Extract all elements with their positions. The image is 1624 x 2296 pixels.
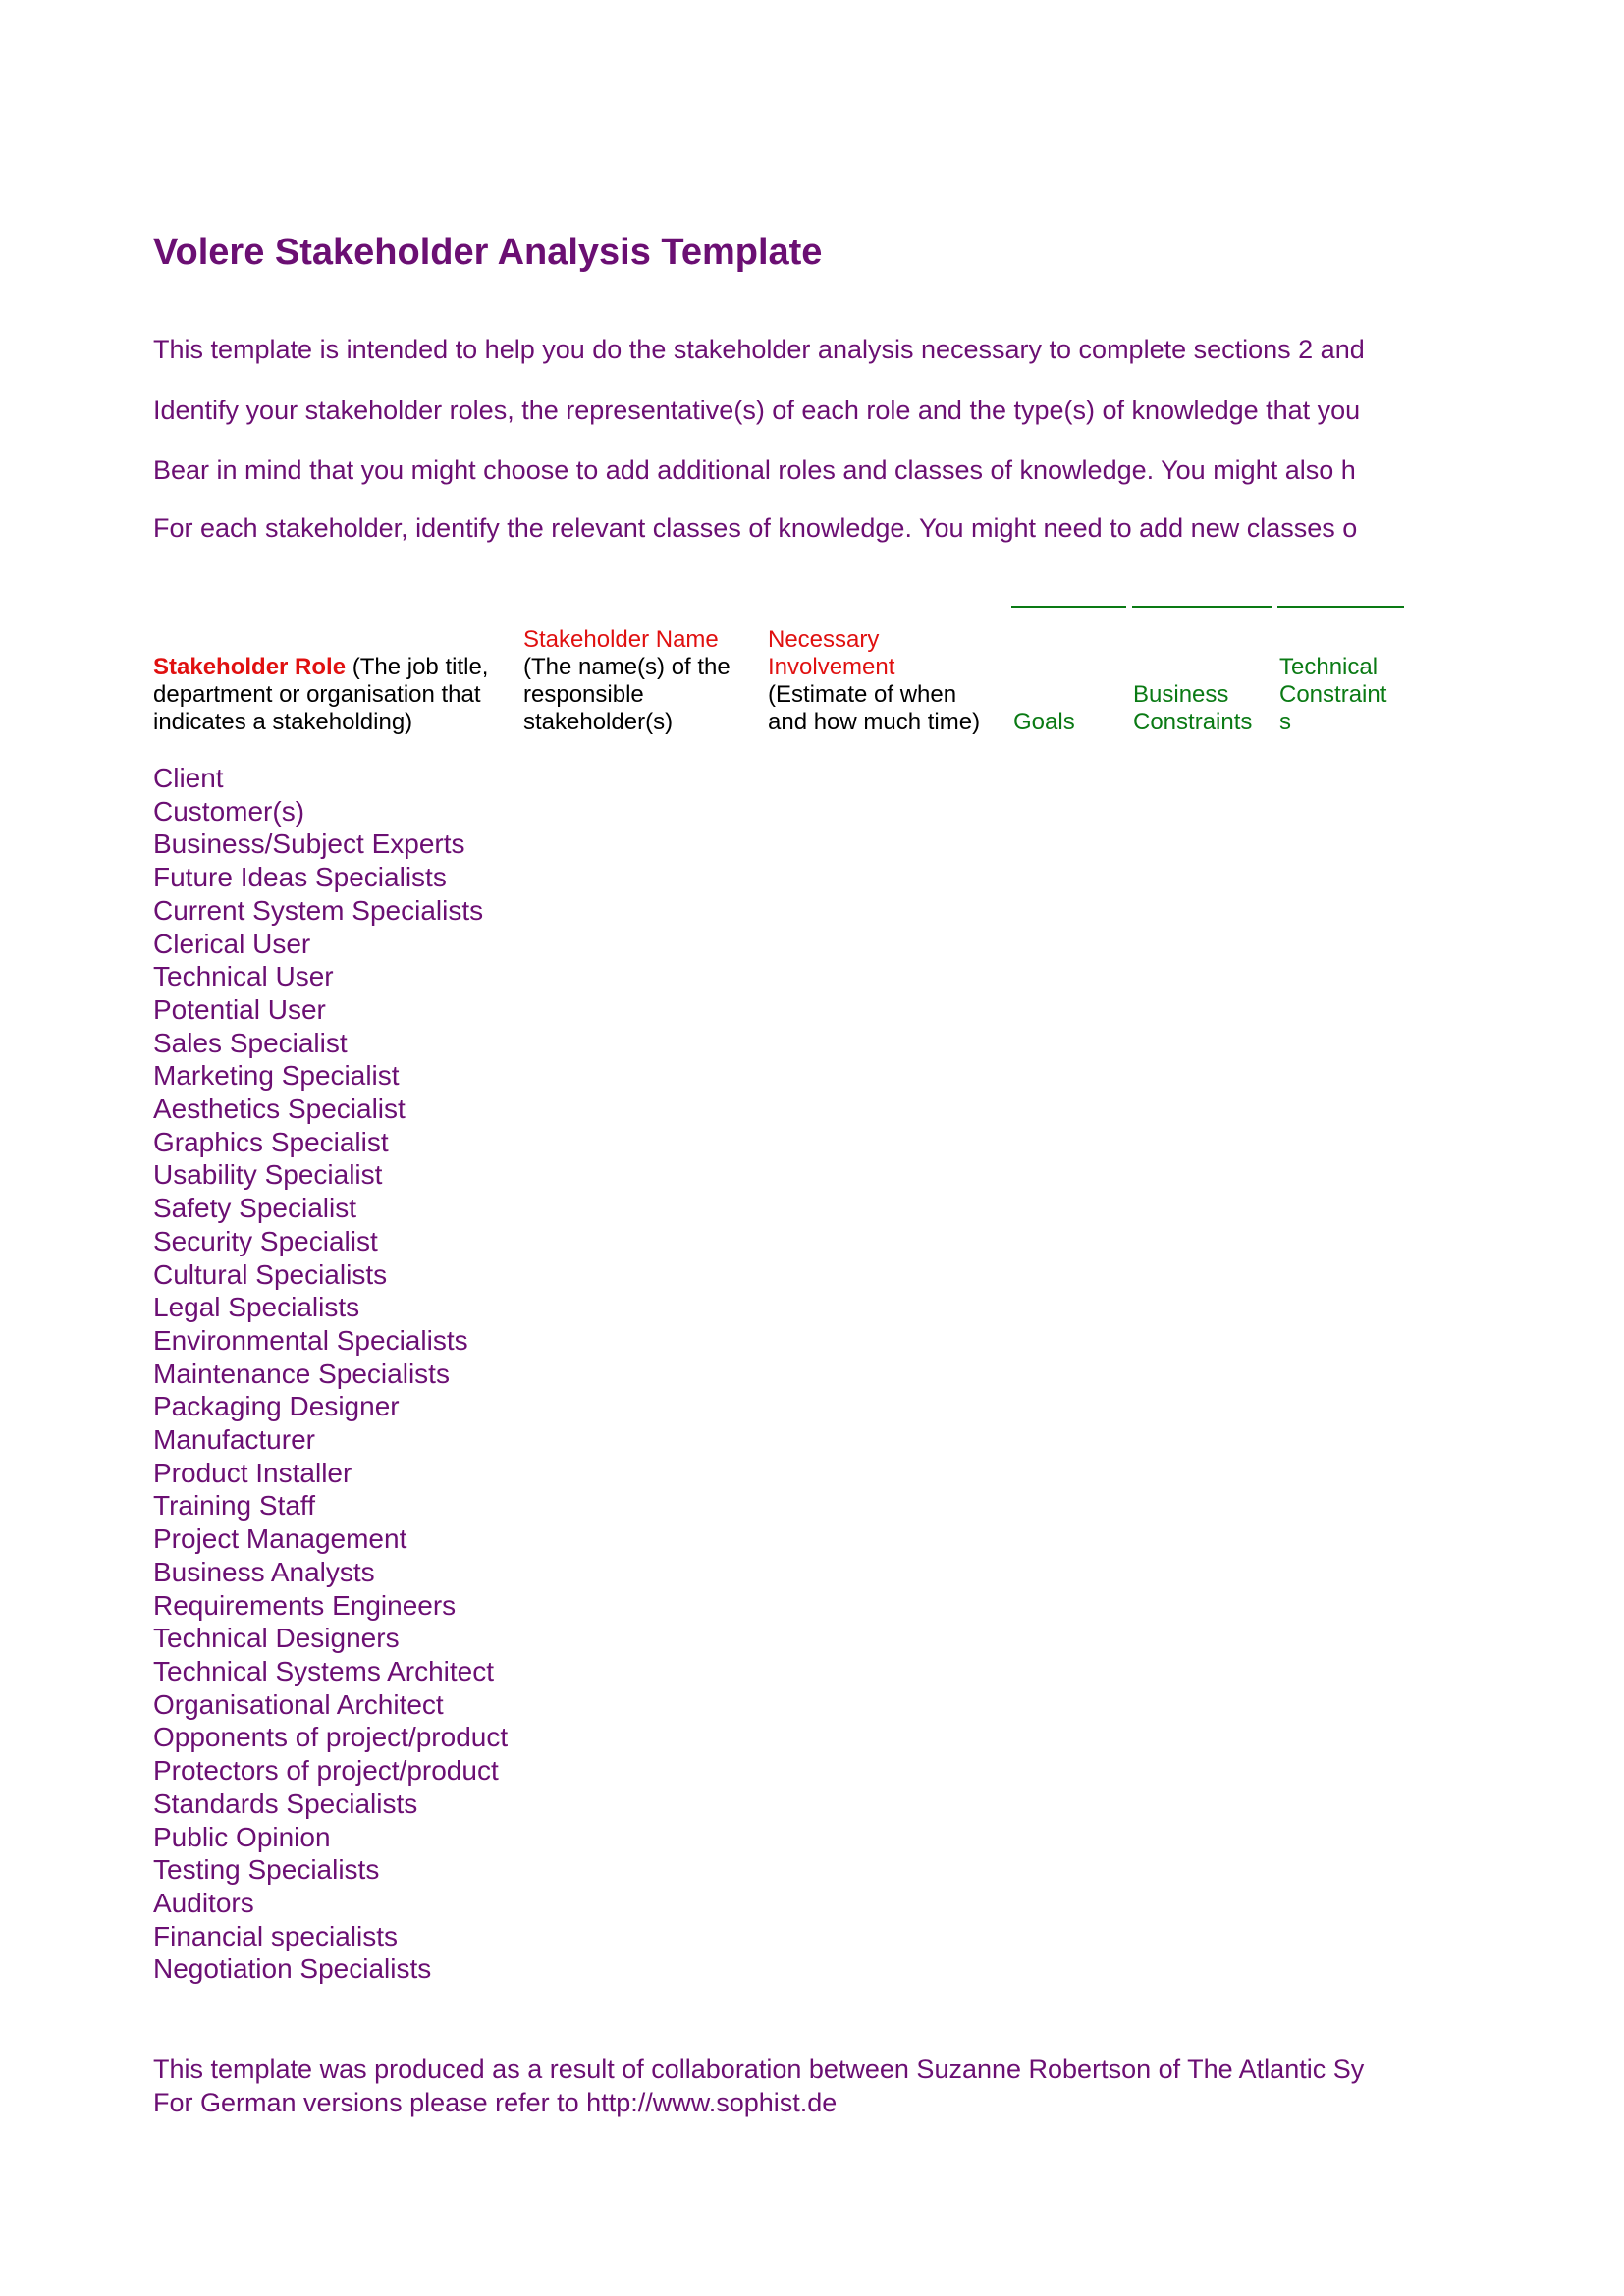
column-header-goals [1013, 709, 1075, 736]
column-header-necessary-involvement [768, 626, 980, 736]
column-header-stakeholder-role [153, 654, 488, 736]
stakeholder-role-item: Current System Specialists [153, 894, 484, 926]
name-header-label: Stakeholder Name [523, 626, 719, 653]
stakeholder-role-item: Potential User [153, 993, 326, 1025]
stakeholder-role-item: Security Specialist [153, 1225, 378, 1256]
column-header-stakeholder-name [523, 626, 731, 736]
name-header-desc-1: (The name(s) of the [523, 654, 731, 680]
stakeholder-role-item: Opponents of project/product [153, 1722, 509, 1753]
stakeholder-role-item: Training Staff [153, 1490, 315, 1522]
stakeholder-role-item: Organisational Architect [153, 1688, 444, 1720]
stakeholder-role-item: Business/Subject Experts [153, 828, 465, 860]
stakeholder-role-item: Technical User [153, 961, 334, 992]
stakeholder-role-item: Sales Specialist [153, 1027, 348, 1058]
page-title: Volere Stakeholder Analysis Template [153, 232, 823, 273]
stakeholder-role-item: Standards Specialists [153, 1788, 418, 1819]
stakeholder-role-item: Aesthetics Specialist [153, 1094, 406, 1125]
stakeholder-role-item: Legal Specialists [153, 1292, 360, 1323]
stakeholder-role-item: Client [153, 763, 224, 793]
role-header-desc-1: (The job title, [346, 654, 489, 680]
stakeholder-role-item: Product Installer [153, 1457, 352, 1488]
role-header-desc-2: department or organisation that [153, 681, 481, 708]
business-constraints-header-label-1: Business [1133, 681, 1229, 708]
name-header-desc-2: responsible [523, 681, 644, 708]
involvement-header-desc-1: (Estimate of when [768, 681, 957, 708]
stakeholder-role-item: Testing Specialists [153, 1854, 380, 1886]
stakeholder-role-item: Technical Designers [153, 1623, 400, 1654]
footer-german-versions-note: For German versions please refer to http://www.sophist.de [153, 2088, 838, 2117]
stakeholder-role-item: Packaging Designer [153, 1391, 400, 1422]
technical-constraints-header-label-2: Constraint [1279, 681, 1387, 708]
stakeholder-role-item: Project Management [153, 1523, 407, 1555]
involvement-header-label-1: Necessary [768, 626, 880, 653]
stakeholder-role-item: Environmental Specialists [153, 1324, 468, 1356]
technical-constraints-header-underline [1277, 606, 1404, 608]
goals-header-underline [1011, 606, 1126, 608]
stakeholder-role-item: Financial specialists [153, 1920, 398, 1951]
stakeholder-role-item: Business Analysts [153, 1556, 375, 1587]
stakeholder-role-item: Safety Specialist [153, 1193, 356, 1224]
stakeholder-role-item: Usability Specialist [153, 1159, 383, 1191]
intro-paragraph-4: For each stakeholder, identify the relevant classes of knowledge. You might need to add new classes o [153, 513, 1358, 543]
intro-paragraph-2: Identify your stakeholder roles, the representative(s) of each role and the type(s) of knowledge that you [153, 396, 1361, 425]
role-header-label: Stakeholder Role [153, 654, 347, 680]
name-header-desc-3: stakeholder(s) [523, 709, 674, 735]
intro-paragraph-3: Bear in mind that you might choose to add additional roles and classes of knowledge. You might also h [153, 455, 1356, 485]
business-constraints-header-label-2: Constraints [1133, 709, 1253, 735]
technical-constraints-header-label-1: Technical [1279, 654, 1379, 680]
stakeholder-role-item: Marketing Specialist [153, 1060, 400, 1092]
stakeholder-role-item: Customer(s) [153, 795, 305, 827]
role-header-desc-3: indicates a stakeholding) [153, 709, 413, 735]
stakeholder-role-item: Graphics Specialist [153, 1126, 389, 1157]
stakeholder-role-item: Maintenance Specialists [153, 1358, 450, 1389]
involvement-header-label-2: Involvement [768, 654, 895, 680]
stakeholder-role-item: Clerical User [153, 928, 311, 959]
stakeholder-role-item: Cultural Specialists [153, 1258, 388, 1290]
stakeholder-role-item: Protectors of project/product [153, 1755, 499, 1787]
stakeholder-role-list [153, 762, 508, 1986]
stakeholder-role-item: Negotiation Specialists [153, 1953, 432, 1985]
technical-constraints-header-label-3: s [1279, 709, 1291, 735]
footer-collaboration-note: This template was produced as a result of collaboration between Suzanne Robertson of The Atlantic Sy [153, 2055, 1365, 2084]
column-header-business-constraints [1133, 681, 1252, 736]
goals-header-label: Goals [1013, 709, 1075, 735]
business-constraints-header-underline [1132, 606, 1272, 608]
stakeholder-role-item: Manufacturer [153, 1424, 315, 1456]
stakeholder-role-item: Requirements Engineers [153, 1589, 457, 1621]
stakeholder-role-item: Public Opinion [153, 1821, 331, 1852]
column-header-technical-constraints [1279, 654, 1386, 736]
stakeholder-role-item: Future Ideas Specialists [153, 862, 447, 893]
intro-paragraph-1: This template is intended to help you do the stakeholder analysis necessary to complete sections 2 and [153, 335, 1365, 364]
stakeholder-role-item: Technical Systems Architect [153, 1655, 495, 1686]
involvement-header-desc-2: and how much time) [768, 709, 981, 735]
stakeholder-role-item: Auditors [153, 1887, 254, 1918]
